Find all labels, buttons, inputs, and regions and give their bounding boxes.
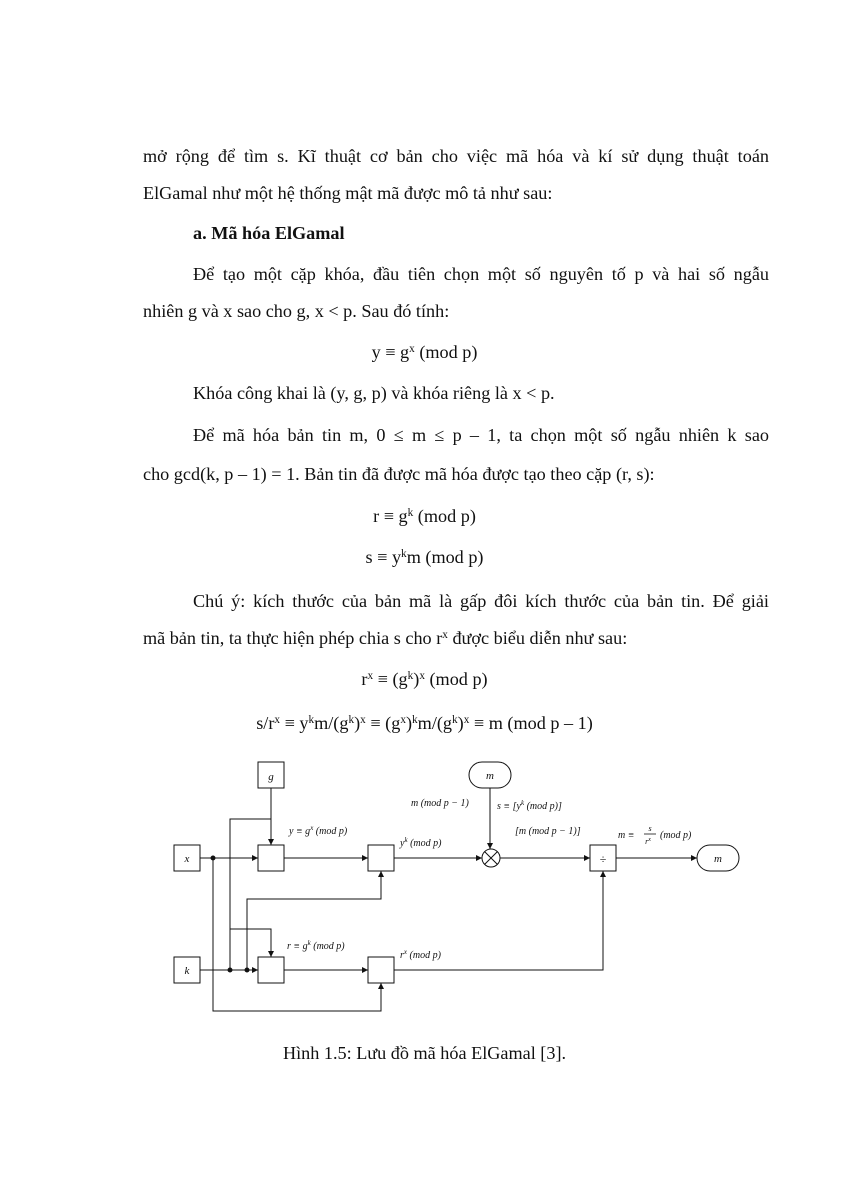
- label-yk: $y^k$ (mod p): [400, 836, 442, 849]
- equation: $y \equiv g^x$ (mod p): [371, 342, 478, 362]
- label-rx: $r^x$ (mod p): [400, 948, 441, 961]
- label-m-mod-bracket: [m (mod p − 1)]: [515, 826, 581, 837]
- paragraph-line: mã bản tin, ta thực hiện phép chia s cho $r^x$ được biểu diễn như sau:: [143, 628, 628, 648]
- label-s-eq: $s \equiv [y^k$ (mod p)]: [497, 799, 562, 812]
- label-m-mod: m (mod p − 1): [411, 798, 469, 809]
- divide-symbol: ÷: [599, 852, 607, 866]
- paragraph-line: cho gcd(k, p – 1) = 1. Bản tin đã được mã hóa được tạo theo cặp (r, s):: [143, 464, 655, 484]
- paragraph-line: Khóa công khai là (y, g, p) và khóa riêng là x < p.: [193, 383, 555, 403]
- paragraph-line: Để tạo một cặp khóa, đầu tiên chọn một số nguyên tố p và hai số ngẫu: [193, 264, 769, 284]
- section-heading: a. Mã hóa ElGamal: [193, 223, 345, 243]
- equation: $r \equiv g^k$ (mod p): [373, 506, 476, 526]
- label-out-numerator: s: [648, 824, 652, 833]
- output-m-label: m: [714, 853, 722, 865]
- pow-r-box: [258, 957, 284, 983]
- input-g-label: g: [268, 771, 274, 783]
- paragraph-line: Chú ý: kích thước của bản mã là gấp đôi kích thước của bản tin. Để giải: [193, 591, 769, 611]
- paragraph-line: nhiên g và x sao cho g, x < p. Sau đó tính:: [143, 301, 450, 321]
- equation: $s/r^x \equiv y^km/(g^k)^x \equiv (g^x)^km/(g^k)^x \equiv m$ (mod p – 1): [256, 713, 593, 733]
- paragraph-line: Để mã hóa bản tin m, 0 ≤ m ≤ p – 1, ta chọn một số ngẫu nhiên k sao: [193, 425, 769, 445]
- label-r-eq: $r \equiv g^k$ (mod p): [287, 939, 345, 952]
- figure-caption: Hình 1.5: Lưu đồ mã hóa ElGamal [3].: [282, 1043, 567, 1063]
- label-out-denominator: $r^x$: [645, 837, 651, 846]
- paragraph-line: ElGamal như một hệ thống mật mã được mô tả như sau:: [143, 183, 553, 203]
- equation: $r^x \equiv (g^k)^x$ (mod p): [361, 669, 488, 689]
- pow-yk-box: [368, 845, 394, 871]
- paragraph-line: mở rộng để tìm s. Kĩ thuật cơ bản cho việc mã hóa và kí sử dụng thuật toán: [143, 146, 769, 166]
- label-out-lhs: m ≡: [618, 830, 635, 841]
- input-k-label: k: [184, 965, 190, 977]
- pow-rx-box: [368, 957, 394, 983]
- input-m-label: m: [486, 770, 494, 782]
- label-out-mod: (mod p): [660, 830, 692, 841]
- input-x-label: x: [184, 853, 190, 865]
- label-y-eq: $y \equiv g^x$ (mod p): [289, 824, 348, 837]
- pow-y-box: [258, 845, 284, 871]
- equation: $s \equiv y^km$ (mod p): [365, 547, 484, 567]
